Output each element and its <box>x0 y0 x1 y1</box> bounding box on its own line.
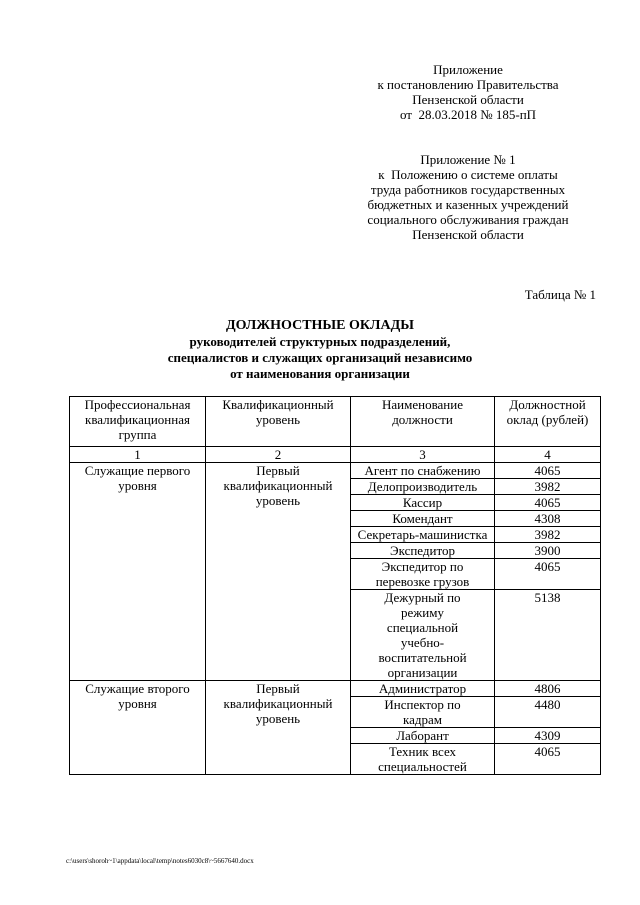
appendix-header-line: от 28.03.2018 № 185-пП <box>399 107 537 122</box>
level-cell: Первый квалификационный уровень <box>206 681 351 775</box>
position-cell: Комендант <box>351 511 495 527</box>
table-row <box>70 681 601 697</box>
level-cell: Первый квалификационный уровень <box>206 463 351 681</box>
table-header-row <box>70 397 601 447</box>
header-cell: Должностной оклад (рублей) <box>495 397 601 447</box>
appendix-1-header <box>340 152 596 242</box>
salary-cell: 4065 <box>495 463 601 479</box>
title-line: специалистов и служащих организаций независимо <box>167 350 473 365</box>
position-cell: Агент по снабжению <box>351 463 495 479</box>
appendix-header-line: Пензенской области <box>412 92 524 107</box>
table-row <box>70 463 601 479</box>
appendix-header-line: Приложение <box>433 62 503 77</box>
position-cell: Секретарь-машинистка <box>351 527 495 543</box>
salary-cell: 4065 <box>495 495 601 511</box>
position-cell: Лаборант <box>351 728 495 744</box>
position-cell: Техник всех специальностей <box>351 744 495 775</box>
appendix-1-line: Пензенской области <box>412 227 524 242</box>
appendix-1-line: бюджетных и казенных учреждений <box>367 197 569 212</box>
appendix-header <box>362 62 574 122</box>
salary-cell: 4309 <box>495 728 601 744</box>
appendix-1-line: труда работников государственных <box>370 182 566 197</box>
salary-cell: 5138 <box>495 590 601 681</box>
header-cell: Наименование должности <box>351 397 495 447</box>
position-cell: Дежурный по режиму специальной учебно-воспитательной организации <box>351 590 495 681</box>
header-cell: Квалификационный уровень <box>206 397 351 447</box>
position-cell: Инспектор по кадрам <box>351 697 495 728</box>
title-main: ДОЛЖНОСТНЫЕ ОКЛАДЫ <box>226 318 414 333</box>
salary-cell: 3982 <box>495 527 601 543</box>
position-cell: Экспедитор по перевозке грузов <box>351 559 495 590</box>
column-number-row <box>70 447 601 463</box>
salary-cell: 4308 <box>495 511 601 527</box>
salary-cell: 4065 <box>495 744 601 775</box>
group-cell: Служащие первого уровня <box>70 463 206 681</box>
document-title <box>120 318 520 382</box>
group-cell: Служащие второго уровня <box>70 681 206 775</box>
salary-cell: 4806 <box>495 681 601 697</box>
position-cell: Администратор <box>351 681 495 697</box>
salary-table <box>69 396 601 775</box>
appendix-1-line: к Положению о системе оплаты <box>378 167 558 182</box>
title-line: руководителей структурных подразделений, <box>189 334 451 349</box>
appendix-header-line: к постановлению Правительства <box>377 77 559 92</box>
position-cell: Делопроизводитель <box>351 479 495 495</box>
appendix-1-line: социального обслуживания граждан <box>367 212 569 227</box>
column-number: 4 <box>495 447 601 463</box>
column-number: 3 <box>351 447 495 463</box>
header-cell: Профессиональная квалификационная группа <box>70 397 206 447</box>
column-number: 1 <box>70 447 206 463</box>
position-cell: Кассир <box>351 495 495 511</box>
appendix-1-line: Приложение № 1 <box>420 152 516 167</box>
title-line: от наименования организации <box>230 366 410 381</box>
salary-cell: 4065 <box>495 559 601 590</box>
position-cell: Экспедитор <box>351 543 495 559</box>
column-number: 2 <box>206 447 351 463</box>
file-path-footer: c:\users\shoroh~1\appdata\local\temp\notes6030c8\~5667640.docx <box>66 857 254 865</box>
table-number: Таблица № 1 <box>524 287 596 302</box>
salary-cell: 4480 <box>495 697 601 728</box>
salary-cell: 3982 <box>495 479 601 495</box>
salary-cell: 3900 <box>495 543 601 559</box>
